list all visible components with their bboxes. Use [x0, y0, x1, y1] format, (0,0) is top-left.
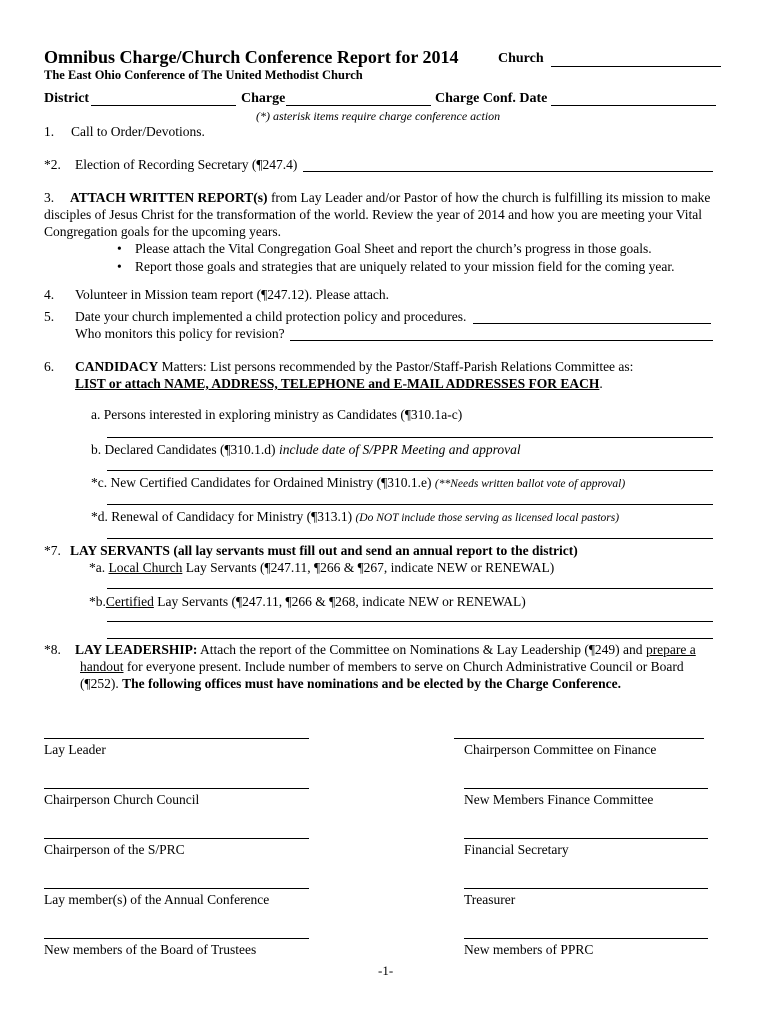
sprc-chair-field[interactable]	[44, 838, 309, 839]
item-3-bullet-1: Please attach the Vital Congregation Goal Sheet and report the church’s progress in those goals.	[135, 241, 652, 256]
bullet-2: •	[117, 259, 122, 274]
pprc-members-label: New members of PPRC	[464, 942, 594, 957]
item-8-line1: LAY LEADERSHIP: Attach the report of the Committee on Nominations & Lay Leadership (¶249) and prepare a	[75, 642, 696, 657]
policy-monitor-field[interactable]	[290, 340, 713, 341]
item-8-line2: handout for everyone present. Include number of members to serve on Church Administrative Council or Board	[80, 659, 684, 674]
item-4-text: Volunteer in Mission team report (¶247.12). Please attach.	[75, 287, 390, 302]
church-label: Church	[498, 51, 544, 66]
lay-servants-a: *a. Local Church Lay Servants (¶247.11, ¶266 & ¶267, indicate NEW or RENEWAL)	[89, 560, 555, 575]
item-3-line1: ATTACH WRITTEN REPORT(s) from Lay Leader and/or Pastor of how the church is fulfilling its mission to make	[70, 190, 711, 205]
recording-secretary-field[interactable]	[303, 171, 713, 172]
candidacy-b-field[interactable]	[107, 470, 713, 471]
page-title: Omnibus Charge/Church Conference Report for 2014	[44, 47, 459, 67]
candidacy-c-field[interactable]	[107, 504, 713, 505]
subtitle: The East Ohio Conference of The United Methodist Church	[44, 68, 363, 82]
financial-secretary-label: Financial Secretary	[464, 842, 569, 857]
item-6-line2: LIST or attach NAME, ADDRESS, TELEPHONE and E-MAIL ADDRESSES FOR EACH.	[75, 376, 603, 391]
item-4-number: 4.	[44, 287, 55, 302]
item-3-number: 3.	[44, 190, 55, 205]
item-2-text: Election of Recording Secretary (¶247.4)	[75, 157, 298, 172]
lay-servants-b: *b.Certified Lay Servants (¶247.11, ¶266 & ¶268, indicate NEW or RENEWAL)	[89, 594, 526, 609]
item-3-line2: disciples of Jesus Christ for the transformation of the world. Review the year of 2014 and how you are meeting your Vital	[44, 207, 703, 222]
item-8-line3: (¶252). The following offices must have nominations and be elected by the Charge Conference.	[80, 676, 621, 691]
item-3-bold: ATTACH WRITTEN REPORT(s)	[70, 190, 268, 205]
new-members-finance-label: New Members Finance Committee	[464, 792, 654, 807]
charge-label: Charge	[241, 91, 286, 106]
charge-conf-date-field[interactable]	[551, 105, 716, 106]
finance-chair-label: Chairperson Committee on Finance	[464, 742, 657, 757]
item-7-number: *7.	[44, 543, 61, 558]
treasurer-label: Treasurer	[464, 892, 516, 907]
child-protection-date-field[interactable]	[473, 323, 711, 324]
item-7-heading: LAY SERVANTS (all lay servants must fill out and send an annual report to the district)	[70, 543, 578, 558]
item-6-number: 6.	[44, 359, 55, 374]
charge-field[interactable]	[286, 105, 431, 106]
item-8-number: *8.	[44, 642, 61, 657]
item-2-number: *2.	[44, 157, 61, 172]
district-label: District	[44, 91, 90, 106]
item-3-bullet-2: Report those goals and strategies that are uniquely related to your mission field for the coming year.	[135, 259, 675, 274]
treasurer-field[interactable]	[464, 888, 708, 889]
candidacy-a-field[interactable]	[107, 437, 713, 438]
charge-conf-date-label: Charge Conf. Date	[435, 91, 548, 106]
trustees-label: New members of the Board of Trustees	[44, 942, 257, 957]
lay-servants-b-field-2[interactable]	[107, 638, 713, 639]
finance-chair-field[interactable]	[454, 738, 704, 739]
financial-secretary-field[interactable]	[464, 838, 708, 839]
sprc-chair-label: Chairperson of the S/PRC	[44, 842, 185, 857]
pprc-members-field[interactable]	[464, 938, 708, 939]
asterisk-note: (*) asterisk items require charge conference action	[256, 109, 501, 123]
item-5-number: 5.	[44, 309, 55, 324]
item-6-line1: CANDIDACY Matters: List persons recommended by the Pastor/Staff-Parish Relations Committee as:	[75, 359, 634, 374]
church-council-chair-label: Chairperson Church Council	[44, 792, 200, 807]
lay-members-label: Lay member(s) of the Annual Conference	[44, 892, 270, 907]
lay-members-field[interactable]	[44, 888, 309, 889]
lay-leader-label: Lay Leader	[44, 742, 106, 757]
candidacy-b: b. Declared Candidates (¶310.1.d) include date of S/PPR Meeting and approval	[91, 442, 521, 457]
item-1-number: 1.	[44, 124, 55, 139]
item-1-text: Call to Order/Devotions.	[71, 124, 205, 139]
new-members-finance-field[interactable]	[464, 788, 708, 789]
item-5-line1: Date your church implemented a child protection policy and procedures.	[75, 309, 467, 324]
page-number: -1-	[378, 963, 394, 978]
candidacy-a: a. Persons interested in exploring ministry as Candidates (¶310.1a-c)	[91, 407, 463, 422]
item-5-line2: Who monitors this policy for revision?	[75, 326, 285, 341]
district-field[interactable]	[91, 105, 236, 106]
lay-leader-field[interactable]	[44, 738, 309, 739]
church-field[interactable]	[551, 66, 721, 67]
item-3-line3: Congregation goals for the upcoming years.	[44, 224, 281, 239]
candidacy-c: *c. New Certified Candidates for Ordained Ministry (¶310.1.e) (**Needs written ballot vote of approval)	[91, 475, 626, 490]
lay-servants-b-field-1[interactable]	[107, 621, 713, 622]
lay-servants-a-field[interactable]	[107, 588, 713, 589]
bullet-1: •	[117, 241, 122, 256]
trustees-field[interactable]	[44, 938, 309, 939]
candidacy-d: *d. Renewal of Candidacy for Ministry (¶313.1) (Do NOT include those serving as licensed local pastors)	[91, 509, 620, 524]
candidacy-d-field[interactable]	[107, 538, 713, 539]
church-council-chair-field[interactable]	[44, 788, 309, 789]
